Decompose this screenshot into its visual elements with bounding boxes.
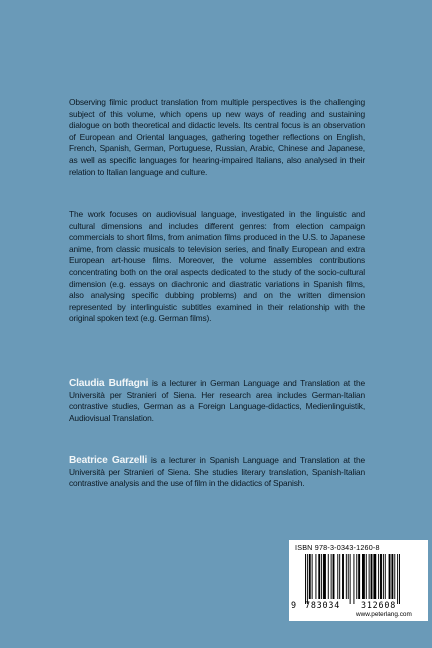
- barcode-bar: [371, 554, 373, 599]
- barcode-bars: [295, 554, 422, 606]
- barcode-bar: [366, 554, 367, 599]
- barcode-bar: [309, 554, 311, 599]
- barcode-bar: [346, 554, 347, 599]
- barcode-digit-first: 9: [291, 600, 297, 610]
- barcode-bar: [339, 554, 340, 599]
- barcode-bar: [348, 554, 349, 599]
- barcode-block: [289, 540, 428, 621]
- barcode-bar: [362, 554, 365, 599]
- author-bio-text: is a lecturer in Spanish Language and Translation at the Università per Stranieri of Siena. She studies literary translation, Spanish-Italian contrastive analysis and the use of film in the didactics of Spanish.: [69, 455, 365, 489]
- barcode-digits-left: 783034: [305, 600, 341, 610]
- author-name: Beatrice Garzelli: [69, 455, 148, 466]
- barcode-bar: [399, 554, 400, 604]
- barcode-bar: [305, 554, 306, 604]
- barcode-bar: [350, 554, 351, 604]
- author-bio-2: [69, 455, 365, 490]
- barcode-bar: [380, 554, 382, 599]
- barcode-bar: [312, 554, 313, 599]
- barcode-bar: [373, 554, 376, 599]
- barcode-bar: [378, 554, 379, 599]
- barcode-bar: [397, 554, 398, 604]
- barcode-bar: [385, 554, 386, 599]
- isbn-label: ISBN 978-3-0343-1260-8: [295, 543, 380, 552]
- barcode-bar: [315, 554, 316, 599]
- barcode-digits-right: 312608: [361, 600, 397, 610]
- barcode-bar: [337, 554, 338, 599]
- publisher-url: www.peterlang.com: [356, 611, 412, 618]
- barcode-bar: [333, 554, 335, 599]
- barcode-bar: [323, 554, 326, 599]
- barcode-bar: [394, 554, 395, 599]
- author-name: Claudia Buffagni: [69, 378, 149, 389]
- barcode-bar: [358, 554, 360, 599]
- barcode-bar: [331, 554, 332, 599]
- barcode-bar: [307, 554, 308, 604]
- barcode-bar: [369, 554, 370, 599]
- author-bio-1: [69, 378, 365, 424]
- barcode-bar: [328, 554, 329, 599]
- barcode-bar: [353, 554, 354, 604]
- description-paragraph-2: The work focuses on audiovisual language, investigated in the linguistic and cultural dimensions and includes different genres: from election campaign commercials to short films, from animation films produced in the U.S. to Japanese anime, from classic musicals to television series, and finally European and extra European art-house films. Moreover, the volume assembles contributions concentrating both on the oral aspects dedicated to the study of the socio-cultural dimension (e.g. essays on diachronic and diastratic variations in Spanish films, also analysing specific dubbing problems) and on the written dimension represented by interlinguistic subtitles examined in their relationship with the original spoken text (e.g. German films).: [69, 209, 365, 324]
- author-bio-text: is a lecturer in German Language and Translation at the Università per Stranieri of Siena. Her research area includes German-Italian contrastive studies, German as a Foreign Language-didactics, Medienlinguistik, Audiovisual Translation.: [69, 378, 365, 423]
- barcode-bar: [391, 554, 393, 599]
- description-paragraph-1: Observing filmic product translation from multiple perspectives is the challenging subject of this volume, which opens up new ways of reading and sustaining dialogue on both theoretical and didactic levels. Its central focus is an observation of European and Oriental languages, gathering together reflections on English, French, Spanish, German, Portuguese, Russian, Arabic, Chinese and Japanese, as well as specific languages for hearing-impaired Italians, also analysed in their relation to Italian language and culture.: [69, 97, 365, 177]
- barcode-bar: [356, 554, 357, 599]
- barcode-bar: [389, 554, 391, 599]
- barcode-bar: [318, 554, 320, 599]
- barcode-bar: [321, 554, 322, 599]
- barcode-bar: [342, 554, 344, 599]
- barcode-bar: [383, 554, 384, 599]
